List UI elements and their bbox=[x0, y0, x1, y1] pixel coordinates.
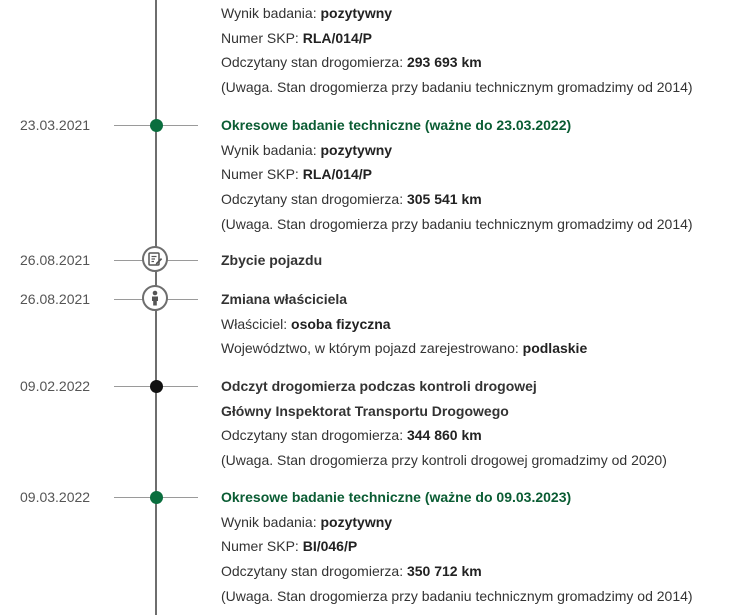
entry-date: 09.02.2022 bbox=[20, 378, 91, 394]
entry-date: 09.03.2022 bbox=[20, 489, 91, 505]
odometer-value: 350 712 km bbox=[406, 563, 482, 580]
voivodeship-value: podlaskie bbox=[522, 340, 588, 357]
detail-line: Wynik badania: pozytywny bbox=[221, 513, 393, 530]
entry-details bbox=[221, 115, 726, 238]
detail-line: Wynik badania: pozytywny bbox=[221, 5, 393, 21]
odometer-value: 305 541 km bbox=[406, 191, 482, 208]
odometer-note: (Uwaga. Stan drogomierza przy kontroli drogowej gromadzimy od 2020) bbox=[221, 452, 667, 469]
detail-line: Wynik badania: pozytywny bbox=[221, 141, 393, 158]
detail-line: Odczytany stan drogomierza: 344 860 km bbox=[221, 427, 482, 444]
entry-details bbox=[221, 250, 726, 275]
document-edit-icon bbox=[142, 246, 168, 272]
timeline-dot-green bbox=[150, 491, 163, 504]
owner-type-value: osoba fizyczna bbox=[291, 315, 391, 332]
entry-details bbox=[221, 487, 726, 610]
detail-line: Właściciel: osoba fizyczna bbox=[221, 315, 391, 332]
test-result-value: pozytywny bbox=[320, 513, 393, 530]
entry-details bbox=[221, 376, 726, 475]
entry-title: Zbycie pojazdu bbox=[221, 252, 323, 268]
entry-title: Zmiana właściciela bbox=[221, 291, 348, 307]
detail-line: Województwo, w którym pojazd zarejestrowano: podlaskie bbox=[221, 340, 588, 357]
detail-line: Numer SKP: BI/046/P bbox=[221, 538, 358, 555]
entry-date: 26.08.2021 bbox=[20, 252, 91, 268]
entry-details bbox=[221, 289, 726, 363]
odometer-note: (Uwaga. Stan drogomierza przy badaniu technicznym gromadzimy od 2014) bbox=[221, 215, 693, 232]
entry-title: Okresowe badanie techniczne (ważne do 09.03.2023) bbox=[221, 489, 572, 505]
detail-line: Odczytany stan drogomierza: 293 693 km bbox=[221, 54, 482, 71]
timeline-dot-black bbox=[150, 380, 163, 393]
skp-number-value: RLA/014/P bbox=[302, 29, 372, 46]
odometer-value: 344 860 km bbox=[406, 427, 482, 444]
detail-line: Numer SKP: RLA/014/P bbox=[221, 29, 372, 46]
skp-number-value: RLA/014/P bbox=[302, 166, 372, 183]
entry-date: 26.08.2021 bbox=[20, 291, 91, 307]
odometer-note: (Uwaga. Stan drogomierza przy badaniu technicznym gromadzimy od 2014) bbox=[221, 587, 693, 604]
odometer-note: (Uwaga. Stan drogomierza przy badaniu technicznym gromadzimy od 2014) bbox=[221, 79, 693, 96]
person-icon bbox=[142, 285, 168, 311]
entry-title: Odczyt drogomierza podczas kontroli drogowej bbox=[221, 378, 537, 394]
detail-line: Numer SKP: RLA/014/P bbox=[221, 166, 372, 183]
entry-subtitle: Główny Inspektorat Transportu Drogowego bbox=[221, 402, 509, 419]
detail-line: Odczytany stan drogomierza: 350 712 km bbox=[221, 563, 482, 580]
entry-title: Okresowe badanie techniczne (ważne do 23.03.2022) bbox=[221, 117, 572, 133]
skp-number-value: BI/046/P bbox=[302, 538, 358, 555]
entry-details bbox=[221, 3, 726, 102]
detail-line: Odczytany stan drogomierza: 305 541 km bbox=[221, 191, 482, 208]
timeline-dot-green bbox=[150, 119, 163, 132]
odometer-value: 293 693 km bbox=[406, 54, 482, 71]
test-result-value: pozytywny bbox=[320, 141, 393, 158]
entry-date: 23.03.2021 bbox=[20, 117, 91, 133]
test-result-value: pozytywny bbox=[320, 5, 393, 21]
